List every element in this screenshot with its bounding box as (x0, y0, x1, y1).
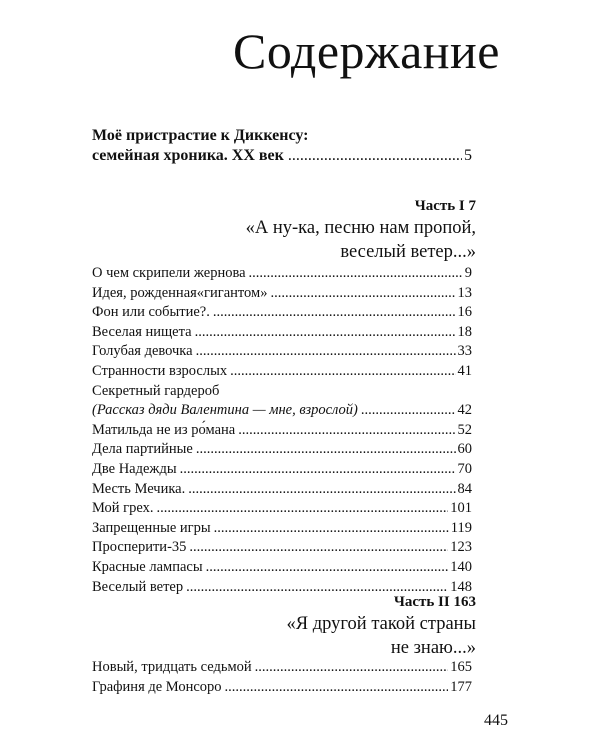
toc-entry (92, 678, 472, 698)
toc-entry (92, 519, 472, 539)
toc-entry (92, 284, 472, 304)
toc-entry-page: 177 (450, 678, 472, 695)
dot-leader (213, 303, 456, 323)
dot-leader (196, 342, 456, 362)
part-1-subtitle-line-1: «А ну-ка, песню нам пропой, (245, 218, 476, 238)
toc-entry-page: 52 (457, 421, 472, 438)
toc-entry-title: (Рассказ дяди Валентина — мне, взрослой) (92, 402, 358, 419)
toc-entry-page: 18 (457, 323, 472, 340)
page-title: Содержание (233, 23, 500, 79)
dot-leader (214, 519, 449, 539)
toc-entry-page: 165 (450, 659, 472, 675)
toc-entry (92, 264, 472, 284)
dot-leader (195, 323, 456, 343)
dot-leader (225, 678, 449, 698)
toc-entry-page: 101 (450, 500, 472, 517)
toc-entry-title: О чем скрипели жернова (92, 265, 246, 281)
toc-entry-title: Секретный гардероб (92, 382, 220, 399)
dot-leader (189, 538, 448, 558)
toc-entry-title: Веселый ветер (92, 578, 184, 595)
toc-entry-title: Веселая нищета (92, 323, 192, 340)
toc-entry-page: 84 (457, 480, 472, 497)
toc-entry (92, 440, 472, 460)
toc-entry-title: Голубая девочка (92, 343, 193, 360)
intro-page-number: 5 (464, 147, 472, 164)
toc-entry (92, 362, 472, 382)
toc-entry (92, 382, 472, 402)
toc-entry-title: Мой грех. (92, 500, 154, 517)
toc-entry-title: Месть Мечика. (92, 480, 186, 497)
toc-entry-title: Идея, рожденная«гигантом» (92, 284, 268, 301)
dot-leader (361, 401, 456, 421)
toc-entry-page: 123 (450, 539, 472, 556)
part-2-header (287, 592, 476, 660)
toc-entry (92, 480, 472, 500)
toc-entry-title: Матильда не из ро́мана (92, 421, 236, 438)
toc-entry-page: 9 (464, 265, 472, 281)
toc-entry-page: 41 (457, 362, 472, 379)
toc-entry (92, 538, 472, 558)
toc-entry-title: Графиня де Монсоро (92, 678, 222, 695)
dot-leader (238, 421, 455, 441)
dot-leader (206, 558, 449, 578)
toc-entry-title: Просперити-35 (92, 539, 187, 556)
toc-entry-title: Фон или событие?. (92, 304, 210, 321)
dot-leader (255, 658, 449, 678)
toc-entry (92, 658, 472, 678)
part-1-subtitle-line-2: веселый ветер...» (340, 242, 476, 262)
intro-title-text: семейная хроника. XX век (92, 147, 284, 164)
dot-leader (288, 146, 462, 166)
toc-entry (92, 303, 472, 323)
toc-entry (92, 323, 472, 343)
dot-leader (188, 480, 455, 500)
page-number: 445 (484, 712, 508, 729)
toc-entry-page: 33 (457, 343, 472, 360)
dot-leader (249, 264, 463, 284)
toc-entry-page: 148 (450, 578, 472, 595)
toc-entry-page: 16 (457, 304, 472, 321)
part-1-header (246, 196, 476, 264)
part-2-subtitle-line-1: «Я другой такой страны (286, 614, 476, 634)
part-2-toc (92, 658, 472, 697)
dot-leader (270, 284, 455, 304)
toc-entry-page: 42 (457, 402, 472, 419)
toc-entry (92, 499, 472, 519)
dot-leader (196, 440, 456, 460)
toc-entry-page: 60 (457, 441, 472, 458)
toc-entry-page: 119 (450, 519, 472, 536)
intro-entry (92, 126, 472, 166)
part-1-toc (92, 264, 472, 597)
part-1-label: Часть I 7 (414, 198, 476, 214)
toc-entry-title: Странности взрослых (92, 362, 228, 379)
toc-entry-title: Дела партийные (92, 441, 193, 458)
dot-leader (156, 499, 448, 519)
dot-leader (230, 362, 455, 382)
toc-entry-page: 140 (450, 558, 472, 575)
toc-entry-title: Запрещенные игры (92, 519, 211, 536)
part-2-subtitle-line-2: не знаю...» (390, 638, 476, 658)
dot-leader (180, 460, 456, 480)
toc-entry (92, 558, 472, 578)
toc-entry-page: 70 (457, 460, 472, 477)
toc-entry (92, 401, 472, 421)
intro-title-line-1: Моё пристрастие к Диккенсу: (92, 127, 309, 144)
toc-entry-page: 13 (457, 284, 472, 301)
intro-title-line-2 (92, 146, 472, 166)
toc-entry (92, 460, 472, 480)
toc-entry-title: Красные лампасы (92, 558, 203, 575)
toc-entry (92, 342, 472, 362)
toc-entry-title: Новый, тридцать седьмой (92, 659, 252, 675)
toc-entry (92, 421, 472, 441)
part-2-label: Часть II 163 (393, 594, 476, 610)
toc-entry-title: Две Надежды (92, 460, 177, 477)
